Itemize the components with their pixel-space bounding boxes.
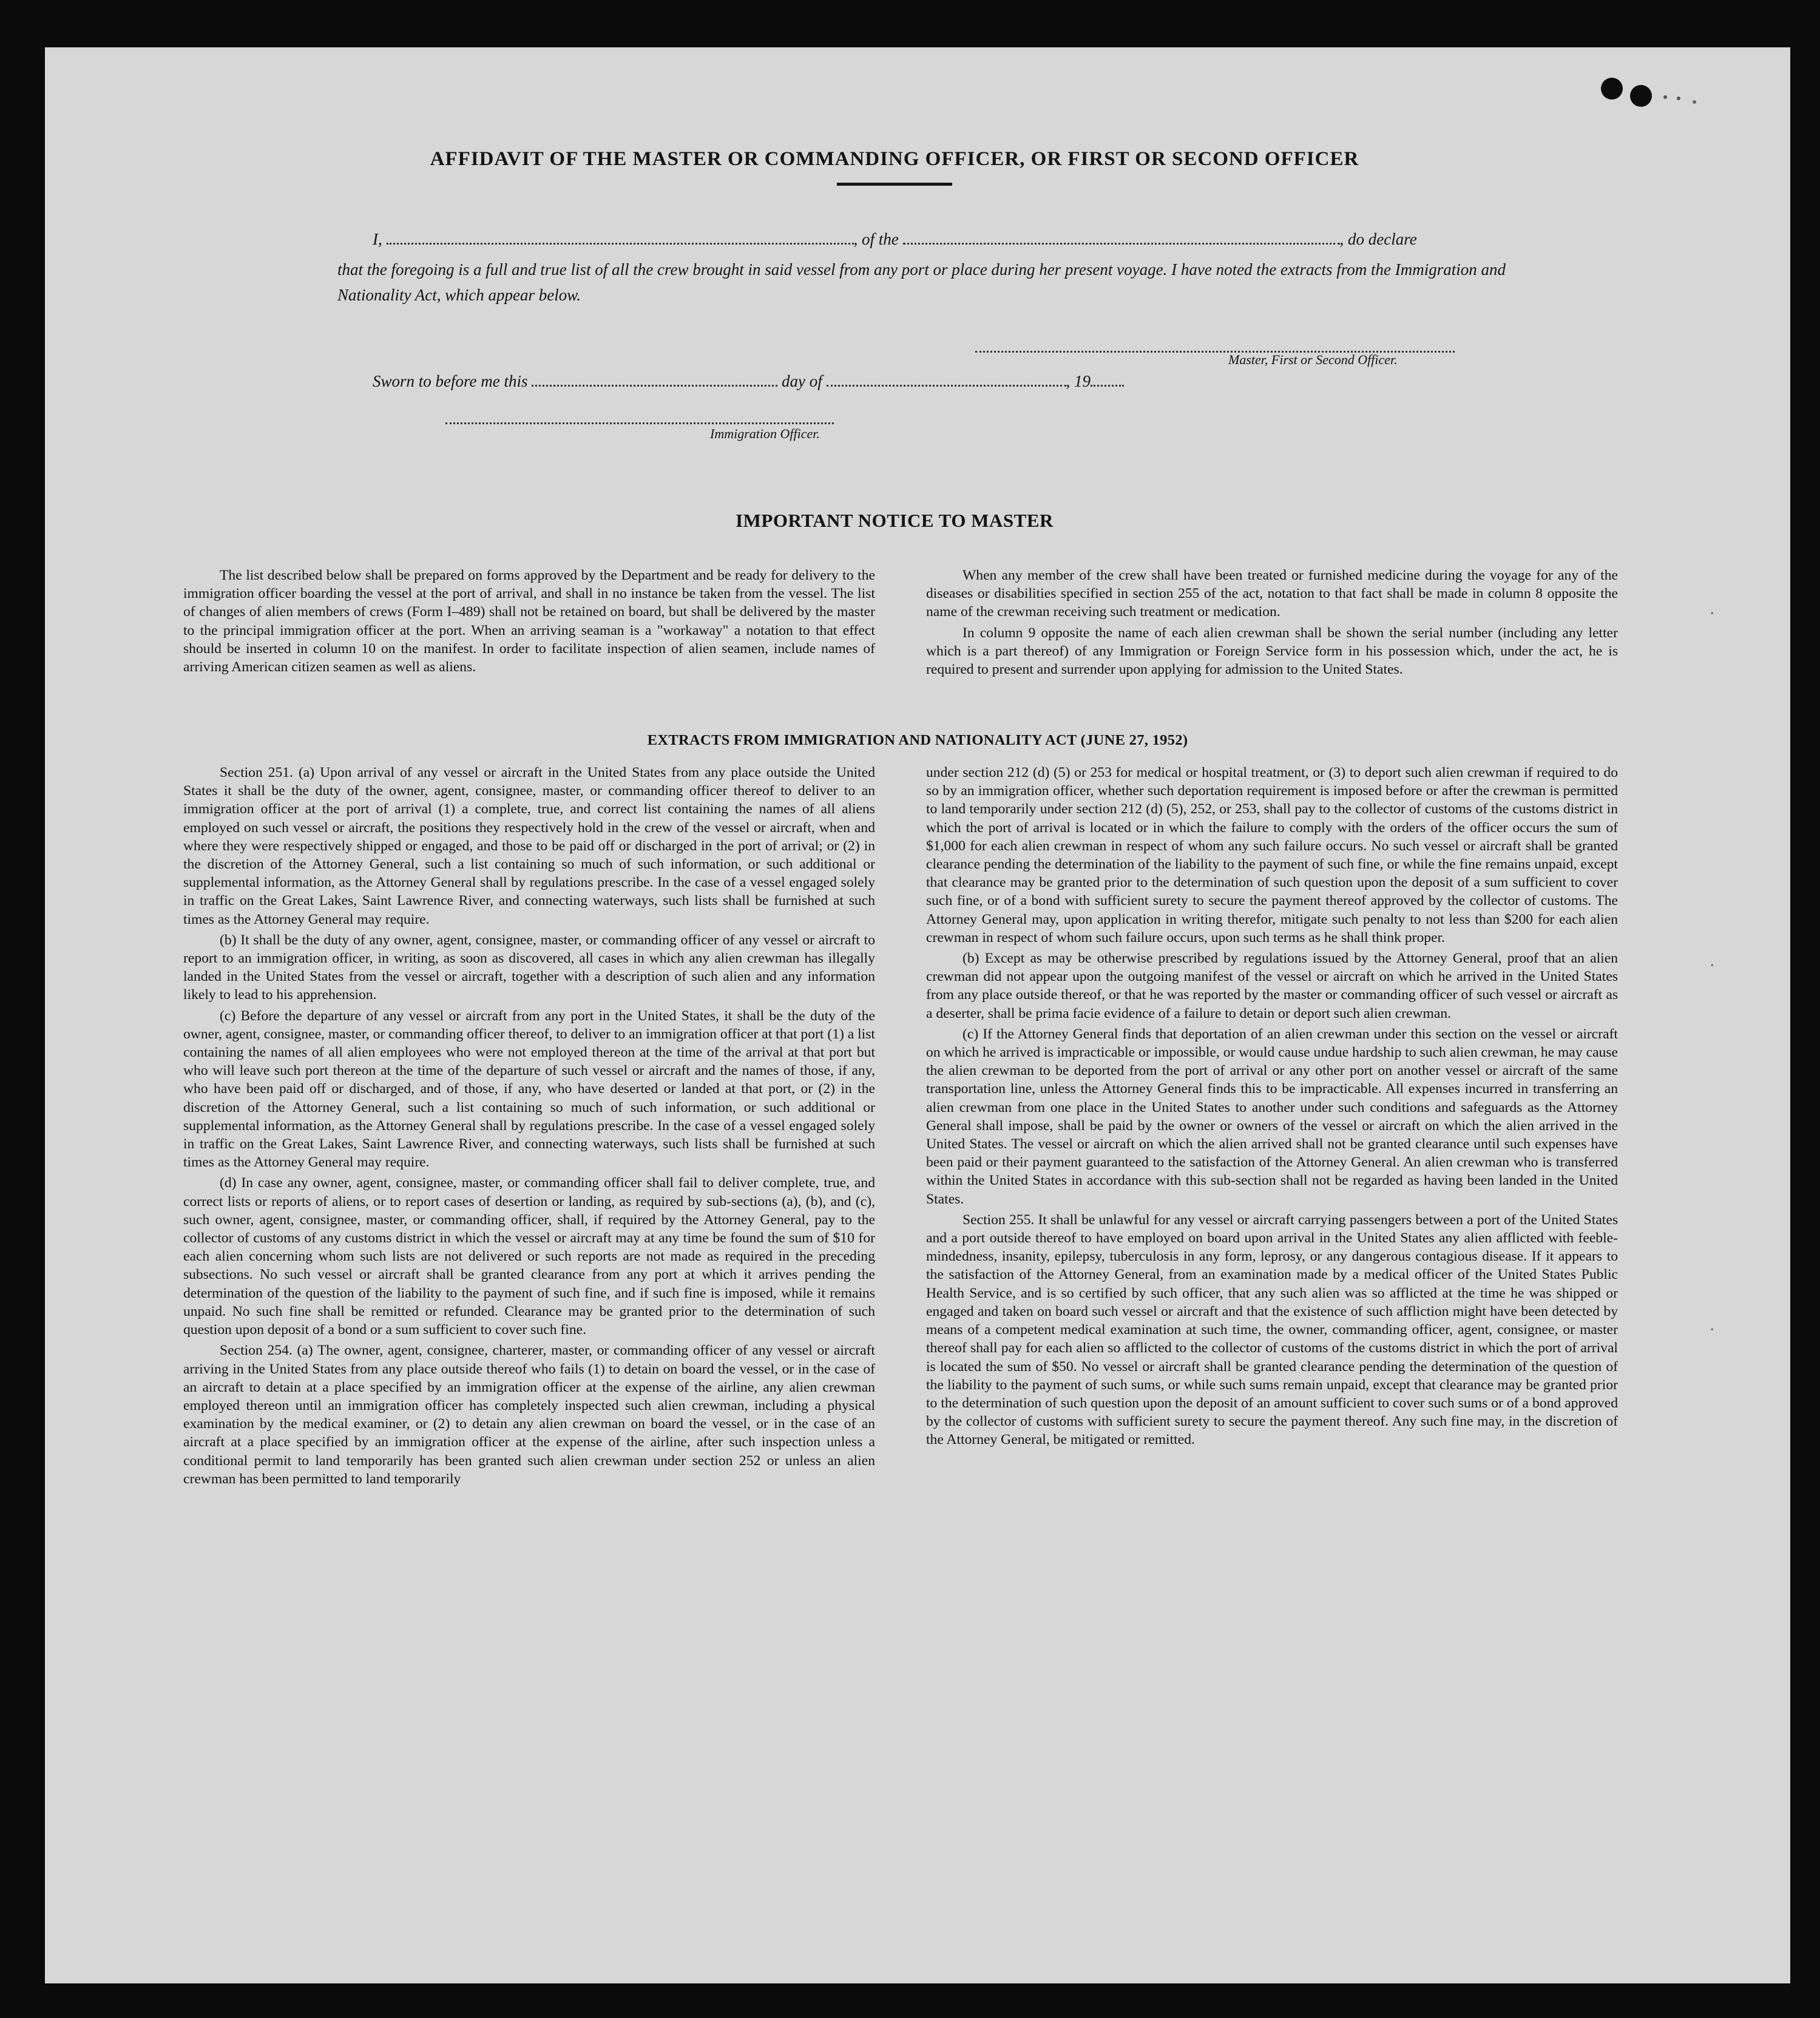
officer-label: Immigration Officer. — [710, 426, 820, 441]
extract-paragraph: (d) In case any owner, agent, consignee, master, or commanding officer shall fail to deliver complete, true, and correct lists or reports of aliens, or to report cases of desertion or landing, as required by sub-sections (a), (b), and (c), such owner, agent, consignee, master, or commanding officer, shall, if required by the Attorney General, pay to the collector of customs of any customs district in which the vessel or aircraft may at any time be found the sum of $10 for each alien concerning whom such lists are not delivered or such reports are not made as required in the preceding subsections. No such vessel or aircraft shall be granted clearance from any port at which it arrives pending the determination of the question of the liability to the payment of such fine, and if such fine is imposed, while it remains unpaid. No such fine shall be remitted or refunded. Clearance may be granted prior to the determination of such question upon deposit of a bond or a sum sufficient to cover such fine. — [183, 1175, 875, 1338]
notice-title: IMPORTANT NOTICE TO MASTER — [736, 510, 1054, 531]
declaration-do-declare: , do declare — [1339, 230, 1417, 248]
title-rule — [837, 183, 952, 186]
form-header — [45, 148, 1744, 186]
notice-paragraph: When any member of the crew shall have been treated or furnished medicine during the voyage for any of the diseases or disabilities specified in section 255 of the act, notation to that fact shall be made in column 8 opposite the name of the crewman receiving such treatment or medication. — [926, 567, 1618, 620]
extracts-title: EXTRACTS FROM IMMIGRATION AND NATIONALITY ACT (JUNE 27, 1952) — [647, 732, 1188, 748]
name-field[interactable] — [387, 229, 854, 245]
bleed-through-mark: · — [1708, 958, 1717, 974]
extract-paragraph: (c) Before the departure of any vessel or aircraft from any port in the United States, it shall be the duty of the owner, agent, consignee, master, or commanding officer thereof, to deliver to an immigration officer at that port (1) a list containing the names of all alien employees who were not employed thereon at the time of the arrival at that port but who will leave such port thereon at the time of the departure of such vessel or aircraft and the names of those, if any, who have been paid off or discharged, and of those, if any, who have deserted or landed at that port, or (2) in the discretion of the Attorney General, such a list containing so much of such information, or such additional or supplemental information, as the Attorney General shall by regulations prescribe. In the case of a vessel engaged solely in traffic on the Great Lakes, Saint Lawrence River, and connecting waterways, such lists shall be furnished at such times as the Attorney General may require. — [183, 1007, 875, 1171]
notice-paragraph: In column 9 opposite the name of each alien crewman shall be shown the serial number (including any letter which is a part thereof) of any Immigration or Foreign Service form in his possession which, under the act, he is required to present and surrender upon applying for admission to the United States. — [926, 625, 1618, 678]
sworn-day-of: day of — [782, 372, 822, 390]
declaration-statement: that the foregoing is a full and true list of all the crew brought in said vessel from any port or place during her present voyage. I have noted the extracts from the Immigration and Nationality Act, which appear below. — [337, 260, 1506, 304]
sworn-line — [373, 371, 1124, 391]
extract-paragraph: (b) It shall be the duty of any owner, agent, consignee, master, or commanding officer of any vessel or aircraft to report to an immigration officer, in writing, as soon as discovered, all cases in which any alien crewman has illegally landed in the United States from the vessel or aircraft, together with a description of such alien and any information likely to lead to his apprehension. — [183, 932, 875, 1003]
notice-right-column — [926, 566, 1618, 681]
sworn-year-field[interactable] — [1091, 371, 1124, 387]
sworn-prefix: Sworn to before me this — [373, 372, 528, 390]
punch-holes — [1574, 72, 1732, 108]
vessel-field[interactable] — [903, 229, 1340, 245]
declaration-line — [373, 229, 1417, 249]
sworn-day-field[interactable] — [532, 371, 777, 387]
extracts-left-column — [183, 764, 875, 1491]
bleed-through-mark: · — [1708, 606, 1717, 622]
sworn-year: , 19 — [1066, 372, 1091, 390]
extract-paragraph: under section 212 (d) (5) or 253 for medical or hospital treatment, or (3) to deport such alien crewman if required to do so by an immigration officer, whether such deportation requirement is imposed before or after the crewman is permitted to land temporarily under section 212 (d) (5), 252, or 253, shall pay to the collector of customs of the customs district in which the port of arrival is located or in which the failure to comply with the orders of the officer occurs the sum of $1,000 for each alien crewman in respect of whom any such failure occurs. No such vessel or aircraft shall be granted clearance pending the determination of the liability to the payment of such fine, or while the fine remains unpaid, except that clearance may be granted prior to the determination of such question upon the deposit of a sum sufficient to cover such fine, or of a bond with sufficient surety to secure the payment thereof approved by the collector of customs. The Attorney General may, upon application in writing therefor, mitigate such penalty to not less than $200 for each alien crewman in respect of whom such failure occurs, upon such terms as he shall think proper. — [926, 765, 1618, 946]
signature-label: Master, First or Second Officer. — [1228, 352, 1398, 367]
declaration-of-the: , of the — [853, 230, 899, 248]
extract-paragraph: (c) If the Attorney General finds that deportation of an alien crewman under this section on the vessel or aircraft on which he arrived is impracticable or impossible, or would cause undue hardship to such alien crewman, he may cause the alien crewman to be deported from the port of arrival or any other port on another vessel or aircraft of the same transportation line, unless the Attorney General finds this to be impracticable. All expenses incurred in transferring an alien crewman from one place in the United States to another under such conditions and safeguards as the Attorney General shall impose, shall be paid by the owner or owners of the vessel or aircraft on which the alien arrived in the United States. The vessel or aircraft on which the alien arrived shall not be granted clearance until such expenses have been paid or their payment guaranteed to the satisfaction of the Attorney General. An alien crewman who is transferred within the United States in accordance with this sub-section shall not be regarded as having been landed in the United States. — [926, 1026, 1618, 1207]
form-title: AFFIDAVIT OF THE MASTER OR COMMANDING OFFICER, OR FIRST OR SECOND OFFICER — [430, 148, 1359, 170]
extract-paragraph: Section 255. It shall be unlawful for any vessel or aircraft carrying passengers between a port of the United States and a port outside thereof to have employed on board upon arrival in the United States any alien afflicted with feeble-mindedness, insanity, epilepsy, tuberculosis in any form, leprosy, or any dangerous contagious disease. If it appears to the satisfaction of the Attorney General, from an examination made by a medical officer of the United States Public Health Service, and is so certified by such officer, that any such alien was so afflicted at the time he was shipped or engaged and taken on board such vessel or aircraft and that the existence of such affliction might have been detected by means of a competent medical examination at such time, the owner, commanding officer, agent, consignee, or master thereof shall pay for each alien so afflicted to the collector of customs of the customs district in which the port of arrival is located the sum of $50. No vessel or aircraft shall be granted clearance pending the determination of the question of the liability to the payment of such sums, or while such sums remain unpaid, except that clearance may be granted prior to the determination of such question upon the deposit of an amount sufficient to cover such sums or of a bond approved by the collector of customs with sufficient surety to secure the payment thereof. Any such fine may, in the discretion of the Attorney General, be mitigated or remitted. — [926, 1211, 1618, 1448]
bleed-through-mark: · — [1708, 1322, 1717, 1338]
document-page — [45, 47, 1790, 1983]
extract-paragraph: Section 254. (a) The owner, agent, consignee, charterer, master, or commanding officer of any vessel or aircraft arriving in the United States from any place outside thereof who fails (1) to detain on board the vessel, or in the case of an aircraft to detain at a place specified by an immigration officer at the expense of the airline, any alien crewman employed thereon until an immigration officer has completely inspected such alien crewman, including a physical examination by the medical examiner, or (2) to detain any alien crewman on board the vessel, or in the case of an aircraft at a place specified by an immigration officer at the expense of the airline, after such inspection unless a conditional permit to land temporarily has been granted such alien crewman under section 252 or unless an alien crewman has been permitted to land temporarily — [183, 1343, 875, 1487]
extracts-right-column — [926, 764, 1618, 1452]
officer-signature-field[interactable] — [445, 422, 834, 424]
extract-paragraph: Section 251. (a) Upon arrival of any vessel or aircraft in the United States from any place outside the United States it shall be the duty of the owner, agent, consignee, master, or commanding officer thereof to deliver to an immigration officer at the port of arrival (1) a complete, true, and correct list containing the names of all aliens employed on such vessel or aircraft, the positions they respectively hold in the crew of the vessel or aircraft, when and where they were respectively shipped or engaged, and those to be paid off or discharged in the port of arrival; or (2) in the discretion of the Attorney General, such a list containing so much of such information, or such additional or supplemental information, as the Attorney General shall by regulations prescribe. In the case of a vessel engaged solely in traffic on the Great Lakes, Saint Lawrence River, and connecting waterways, such lists shall be furnished at such times as the Attorney General may require. — [183, 765, 875, 927]
notice-paragraph: The list described below shall be prepared on forms approved by the Department and be ready for delivery to the immigration officer boarding the vessel at the port of arrival, and shall in no instance be taken from the vessel. The list of changes of alien members of crews (Form I–489) shall not be retained on board, but shall be delivered by the master to the principal immigration officer at the port. When an arriving seaman is a "workaway" a notation to that effect should be inserted in column 10 on the manifest. In order to facilitate inspection of alien seamen, include names of arriving American citizen seamen as well as aliens. — [183, 567, 875, 675]
extract-paragraph: (b) Except as may be otherwise prescribed by regulations issued by the Attorney General, proof that an alien crewman did not appear upon the outgoing manifest of the vessel or aircraft on which he arrived in the United States from any place outside thereof, or that he was reported by the master or commanding officer of such vessel or aircraft as a deserter, shall be prima facie evidence of a failure to detain or deport such alien crewman. — [926, 950, 1618, 1021]
declaration-i: I, — [373, 230, 382, 248]
notice-left-column — [183, 566, 875, 679]
sworn-month-field[interactable] — [827, 371, 1066, 387]
